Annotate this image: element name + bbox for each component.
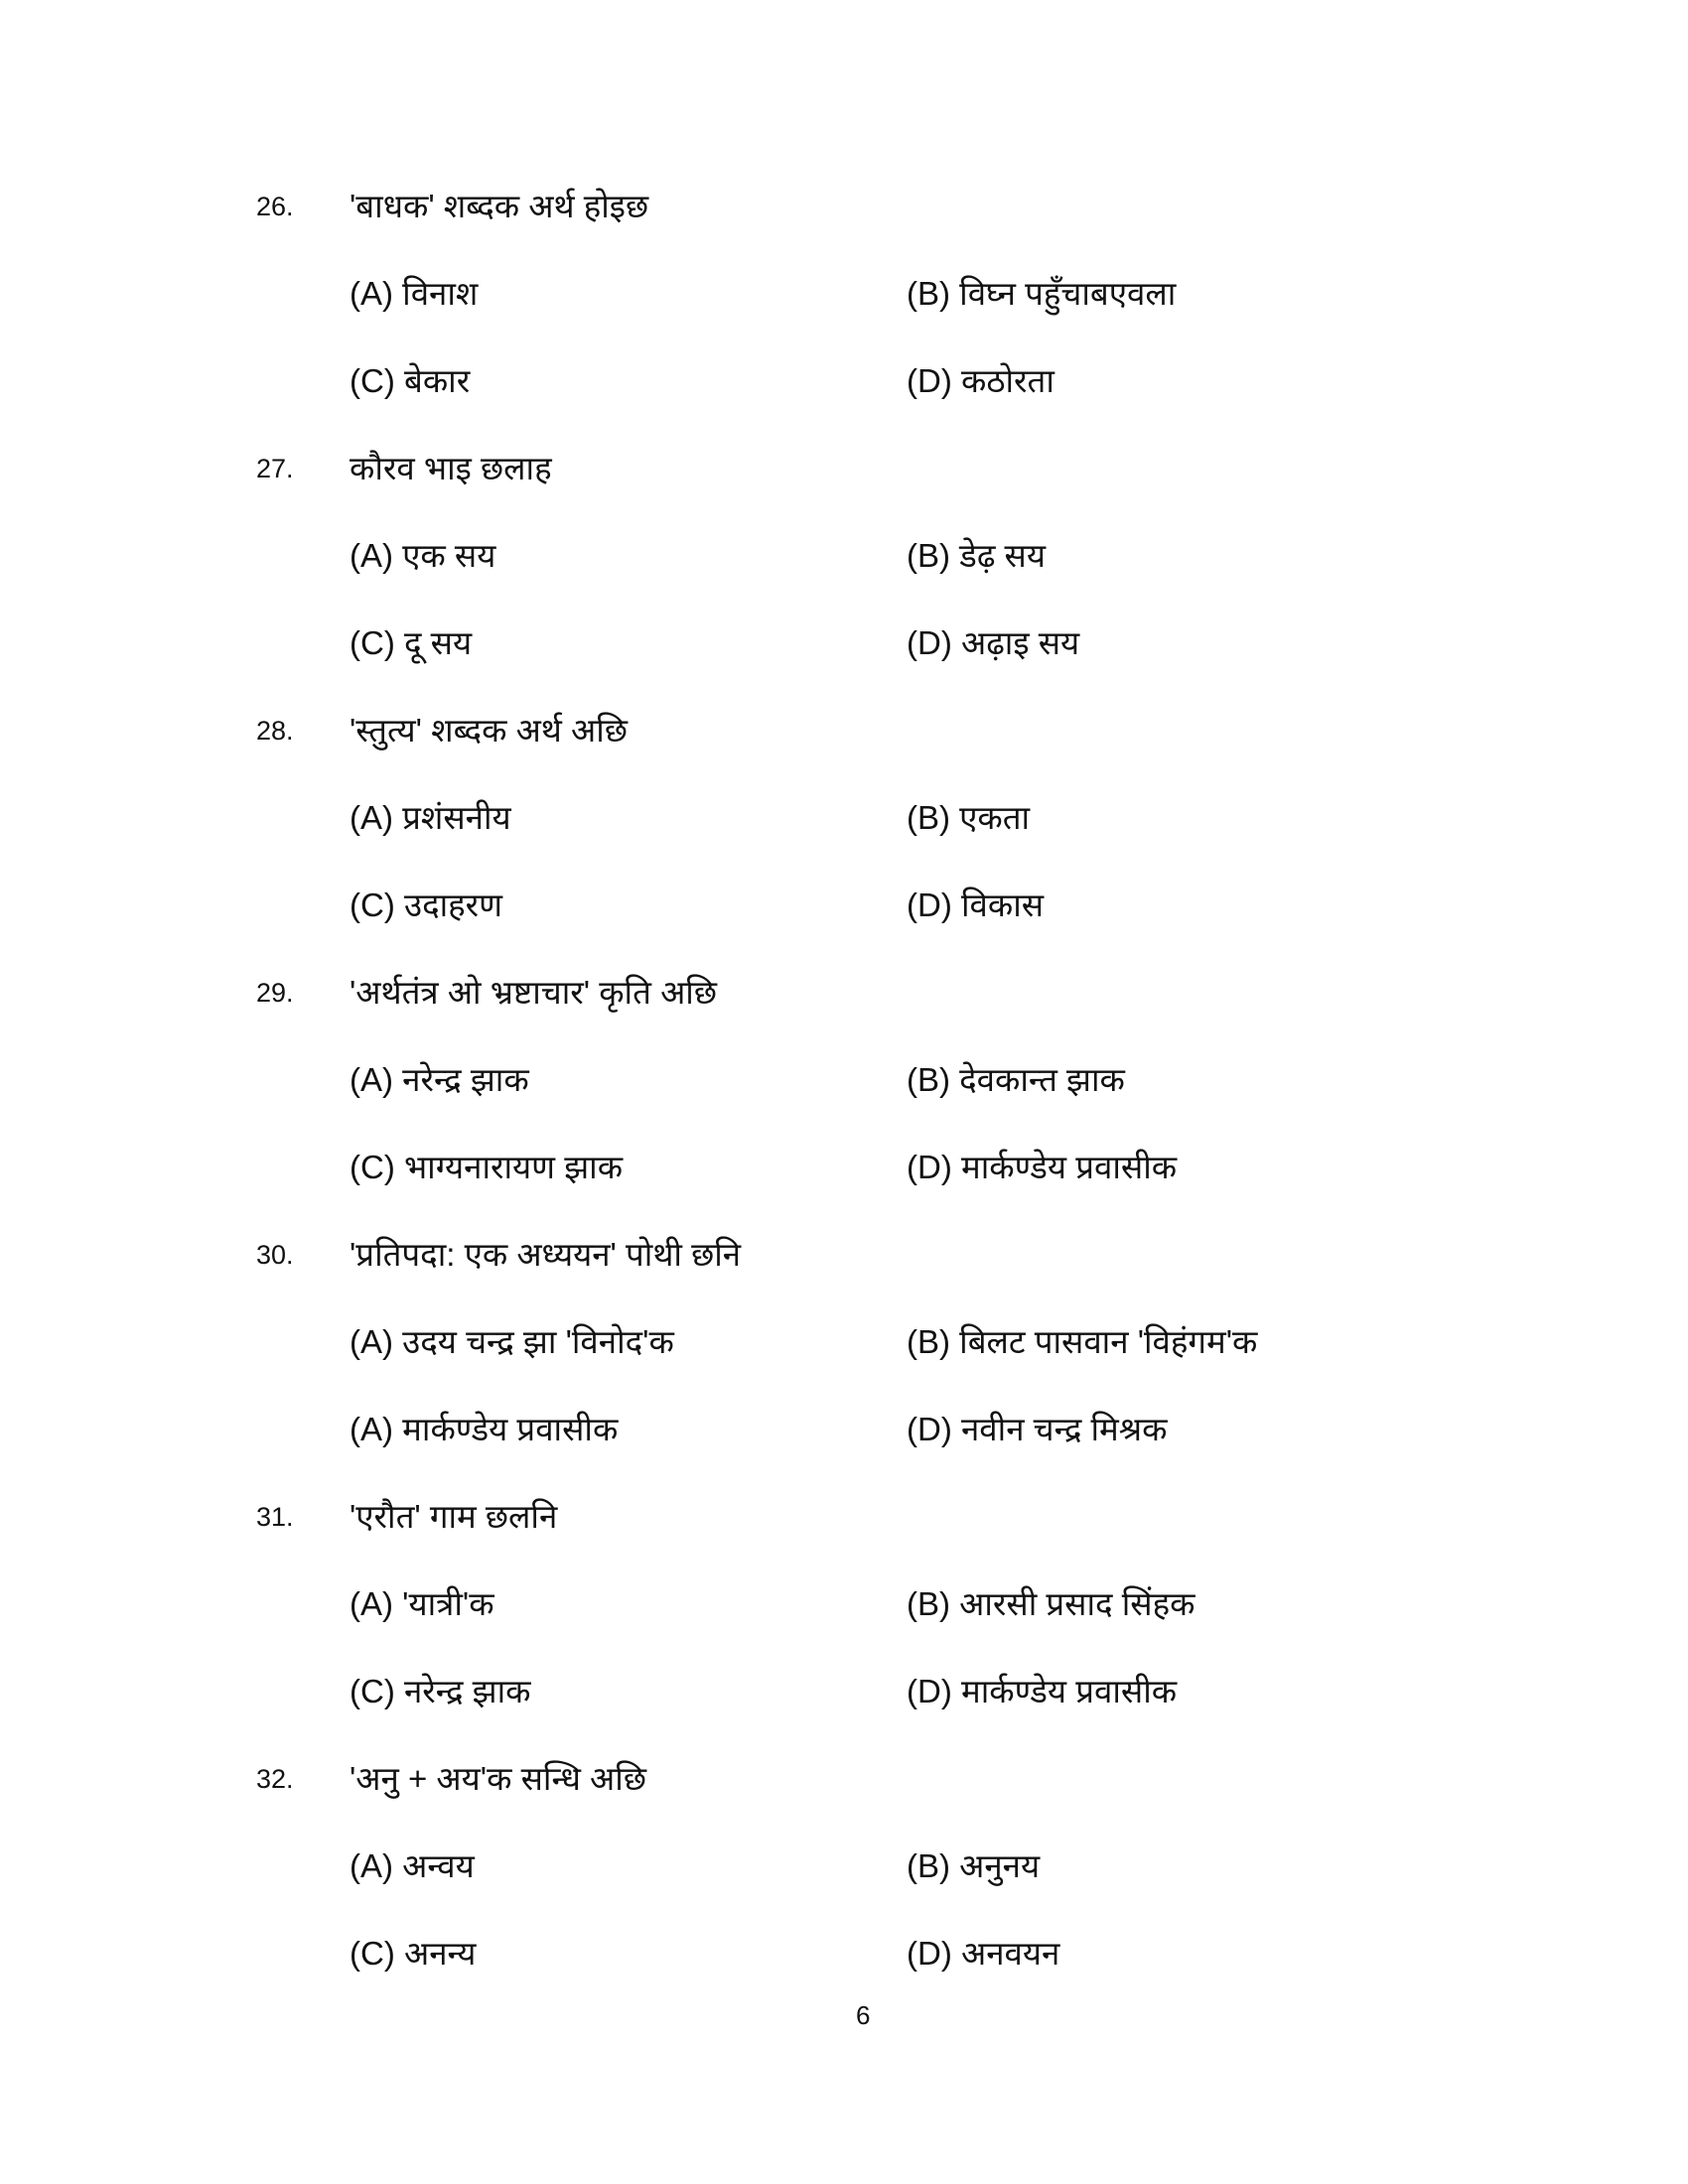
options-row: [0, 1036, 1688, 1124]
question-number: 32.: [256, 1764, 294, 1794]
option: (B) बिलट पासवान 'विहंगम'क: [907, 1323, 1258, 1360]
option: (D) विकास: [907, 887, 1045, 923]
question-number: 29.: [256, 978, 294, 1008]
option: (A) विनाश: [350, 275, 479, 312]
option: (D) नवीन चन्द्र मिश्रक: [907, 1411, 1168, 1447]
question-text: 'एरौत' गाम छलनि: [350, 1498, 558, 1535]
option: (C) उदाहरण: [350, 887, 503, 923]
option: (C) भाग्यनारायण झाक: [350, 1149, 624, 1185]
option: (B) आरसी प्रसाद सिंहक: [907, 1585, 1196, 1622]
option: (C) अनन्य: [350, 1935, 477, 1972]
question-31: [0, 1473, 1688, 1561]
question-number: 31.: [256, 1502, 294, 1532]
option: (C) नरेन्द्र झाक: [350, 1673, 531, 1709]
question-28: [0, 687, 1688, 774]
question-text: 'अनु + अय'क सन्धि अछि: [350, 1760, 646, 1797]
question-29: [0, 949, 1688, 1036]
question-number: 26.: [256, 192, 294, 221]
question-text: 'स्तुत्य' शब्दक अर्थ अछि: [350, 712, 628, 749]
options-row: [0, 1124, 1688, 1211]
options-row: [0, 1823, 1688, 1910]
question-32: [0, 1735, 1688, 1823]
option: (A) नरेन्द्र झाक: [350, 1061, 529, 1098]
option: (D) अनवयन: [907, 1935, 1060, 1972]
options-row: [0, 338, 1688, 425]
question-text: 'प्रतिपदा: एक अध्ययन' पोथी छनि: [350, 1236, 742, 1273]
options-row: [0, 1386, 1688, 1473]
options-row: [0, 512, 1688, 600]
question-30: [0, 1211, 1688, 1298]
option: (C) दू सय: [350, 624, 473, 661]
options-row: [0, 1561, 1688, 1648]
options-row: [0, 862, 1688, 949]
page-number: 6: [856, 2000, 871, 2030]
option: (B) अनुनय: [907, 1847, 1041, 1884]
option: (A) अन्वय: [350, 1847, 475, 1884]
options-row: [0, 1298, 1688, 1386]
option: (B) डेढ़ सय: [907, 537, 1047, 574]
option: (C) बेकार: [350, 362, 471, 399]
option: (A) उदय चन्द्र झा 'विनोद'क: [350, 1323, 674, 1360]
option: (B) एकता: [907, 799, 1031, 836]
question-26: [0, 163, 1688, 250]
question-text: 'बाधक' शब्दक अर्थ होइछ: [350, 188, 649, 224]
option: (A) एक सय: [350, 537, 496, 574]
option: (B) देवकान्त झाक: [907, 1061, 1125, 1098]
option: (A) प्रशंसनीय: [350, 799, 511, 836]
options-row: [0, 250, 1688, 338]
option: (A) 'यात्री'क: [350, 1585, 494, 1622]
options-row: [0, 1648, 1688, 1735]
option: (A) मार्कण्डेय प्रवासीक: [350, 1411, 619, 1447]
question-27: [0, 425, 1688, 512]
option: (D) मार्कण्डेय प्रवासीक: [907, 1673, 1178, 1709]
option: (D) अढ़ाइ सय: [907, 624, 1080, 661]
question-number: 30.: [256, 1240, 294, 1270]
question-number: 27.: [256, 454, 294, 483]
question-text: कौरव भाइ छलाह: [350, 450, 552, 486]
options-row: [0, 1910, 1688, 1997]
option: (D) कठोरता: [907, 362, 1055, 399]
options-row: [0, 600, 1688, 687]
option: (B) विघ्न पहुँचाबएवला: [907, 275, 1177, 312]
option: (D) मार्कण्डेय प्रवासीक: [907, 1149, 1178, 1185]
question-text: 'अर्थतंत्र ओ भ्रष्टाचार' कृति अछि: [350, 974, 717, 1011]
question-number: 28.: [256, 716, 294, 746]
options-row: [0, 774, 1688, 862]
